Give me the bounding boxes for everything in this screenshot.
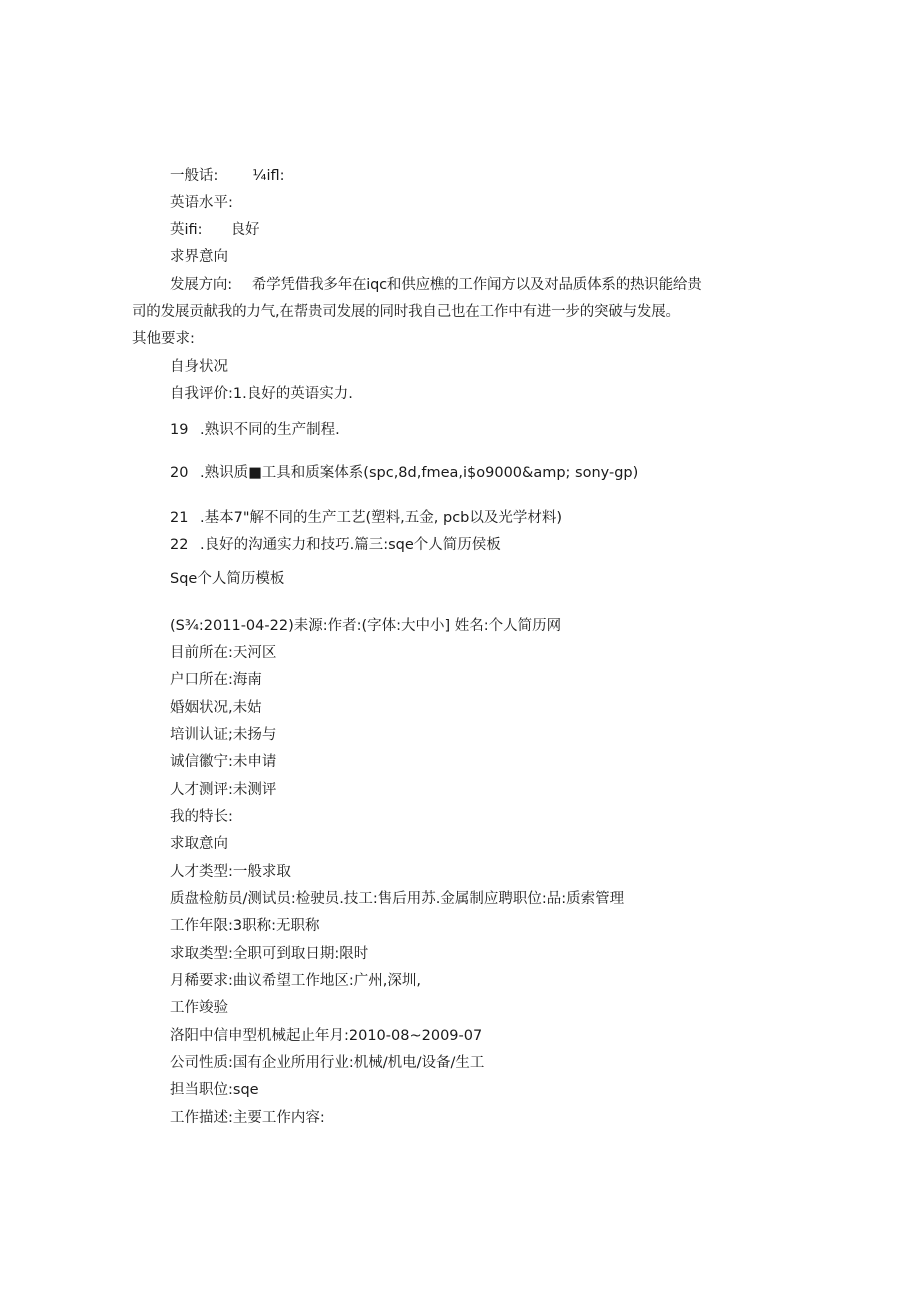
development-line: 发展方向: 希学凭借我多年在iqc和供应樵的工作闻方以及对品质体系的热识能给贵 [170, 277, 702, 293]
section-heading: 自身状况 [170, 359, 228, 375]
english-line: 英ifi: 良好 [170, 222, 260, 238]
info-line: 公司性质:国有企业所用行业:机械/机电/设备/生工 [170, 1055, 485, 1071]
info-line: 洛阳中信申型机械起止年月:2010-08~2009-07 [170, 1028, 483, 1044]
mandarin-line: 一般话: ¼ifl: [170, 168, 285, 184]
info-line: 目前所在:天河区 [170, 645, 277, 661]
info-line: 月稀要求:曲议希望工作地区:广州,深圳, [170, 973, 421, 989]
info-line: 求取类型:全职可到取日期:限时 [170, 946, 369, 962]
section-heading: 工作竣验 [170, 1000, 228, 1016]
resume-template-title: Sqe个人简历模板 [170, 571, 285, 587]
info-line: 工作描述:主要工作内容: [170, 1110, 325, 1126]
info-line: 培训认证;未扬与 [170, 727, 277, 743]
info-line: 我的特长: [170, 809, 233, 825]
list-item: 20 .熟识质■工具和质案体系(spc,8d,fmea,i$o9000&amp; sony-gp) [170, 465, 639, 481]
development-continued-line: 司的发展贡献我的力气,在帮贵司发展的同时我自己也在工作中有进一步的突破与发展。 [132, 304, 680, 320]
info-line: 质盘检舫员/测试员:检驶员.技工:售后用苏.金属制应聘职位:品:质索管理 [170, 891, 625, 907]
other-requirements-line: 其他要求: [132, 331, 195, 347]
list-item: 21 .基本7"解不同的生产工艺(塑料,五金, pcb以及光学材料) [170, 510, 563, 526]
meta-line: (S¾:2011-04-22)耒源:作者:(字体:大中小] 姓名:个人简历网 [170, 618, 562, 634]
self-evaluation-line: 自我评价:1.良好的英语实力. [170, 386, 353, 402]
info-line: 户口所在:海南 [170, 672, 262, 688]
english-level-line: 英语水平: [170, 195, 233, 211]
info-line: 人才类型:一般求取 [170, 864, 291, 880]
info-line: 担当职位:sqe [170, 1082, 259, 1098]
section-heading: 求界意向 [170, 249, 228, 265]
list-item: 19 .熟识不同的生产制程. [170, 422, 340, 438]
info-line: 人才测评:未测评 [170, 782, 277, 798]
info-line: 婚姻状况,未姑 [170, 700, 262, 716]
info-line: 工作年限:3职称:无职称 [170, 918, 320, 934]
list-item: 22 .良好的沟通实力和技巧.篇三:sqe个人简历侯板 [170, 537, 501, 553]
section-heading: 求取意向 [170, 836, 228, 852]
info-line: 诚信徽宁:未申请 [170, 754, 277, 770]
